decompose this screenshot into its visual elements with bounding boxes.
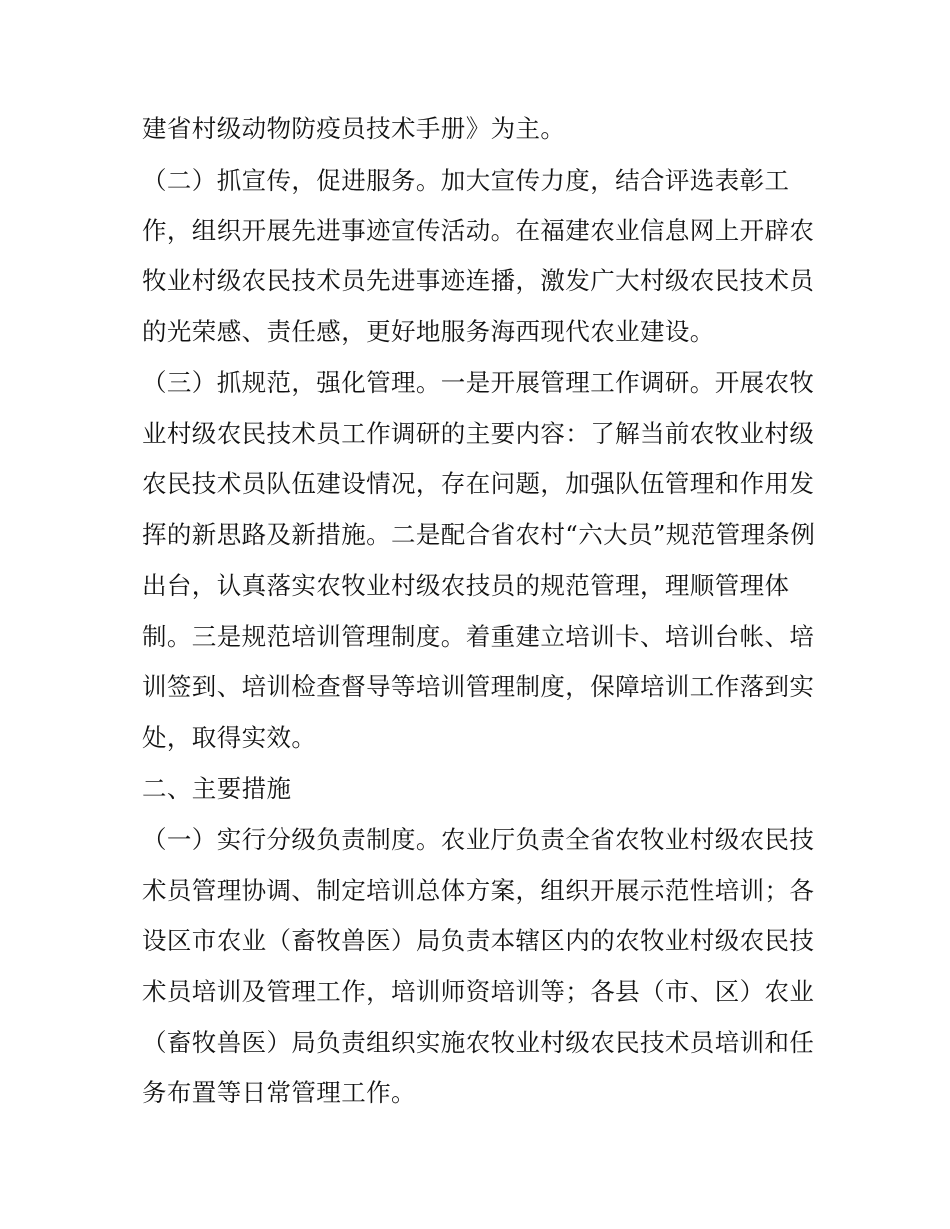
text-line: 术员培训及管理工作，培训师资培训等；各县（市、区）农业 bbox=[142, 977, 815, 1006]
text-line: 农民技术员队伍建设情况，存在问题，加强队伍管理和作用发 bbox=[142, 469, 815, 498]
text-line: 务布置等日常管理工作。 bbox=[142, 1078, 416, 1107]
text-line: 作，组织开展先进事迹宣传活动。在福建农业信息网上开辟农 bbox=[142, 216, 815, 245]
text-line: （二）抓宣传，促进服务。加大宣传力度，结合评选表彰工 bbox=[142, 166, 790, 195]
text-line: 制。三是规范培训管理制度。着重建立培训卡、培训台帐、培 bbox=[142, 622, 815, 651]
text-line: （一）实行分级负责制度。农业厅负责全省农牧业村级农民技 bbox=[142, 825, 815, 854]
text-line: 建省村级动物防疫员技术手册》为主。 bbox=[142, 114, 566, 143]
text-line: （畜牧兽医）局负责组织实施农牧业村级农民技术员培训和任 bbox=[142, 1028, 815, 1057]
text-line: 设区市农业（畜牧兽医）局负责本辖区内的农牧业村级农民技 bbox=[142, 926, 815, 955]
text-line: 训签到、培训检查督导等培训管理制度，保障培训工作落到实 bbox=[142, 672, 815, 701]
text-line: 的光荣感、责任感，更好地服务海西现代农业建设。 bbox=[142, 317, 715, 346]
text-line: 处，取得实效。 bbox=[142, 723, 317, 752]
text-line: 出台，认真落实农牧业村级农技员的规范管理，理顺管理体 bbox=[142, 571, 790, 600]
section-heading: 二、主要措施 bbox=[142, 774, 292, 803]
text-line: 牧业村级农民技术员先进事迹连播，激发广大村级农民技术员 bbox=[142, 266, 815, 295]
text-line: 挥的新思路及新措施。二是配合省农村“六大员”规范管理条例 bbox=[142, 520, 816, 549]
text-line: （三）抓规范，强化管理。一是开展管理工作调研。开展农牧 bbox=[142, 368, 815, 397]
text-line: 业村级农民技术员工作调研的主要内容：了解当前农牧业村级 bbox=[142, 419, 815, 448]
text-line: 术员管理协调、制定培训总体方案，组织开展示范性培训；各 bbox=[142, 876, 815, 905]
